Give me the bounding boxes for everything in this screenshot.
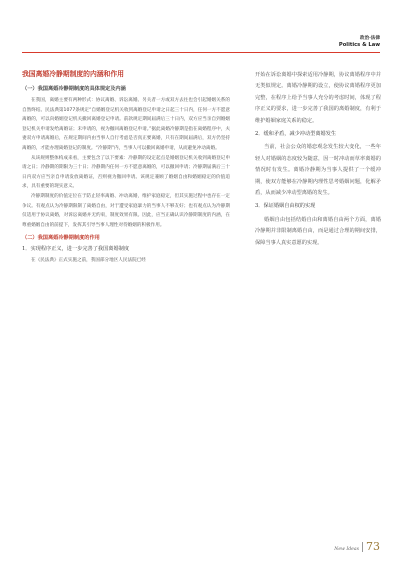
header-divider — [22, 52, 380, 53]
paragraph: 在我国，离婚主要有两种形式：协议离婚、诉讼离婚。另关者一方或双方去往也会引起婚姻关系的自然终结。民法典第1077条规定“自婚姻登记机关收到离婚登记申请之日起三十日内，任何一方不愿意离婚的，可以向婚姻登记机关撤回离婚登记申请。前款规定期间届满后三十日内，双方应当亲自到婚姻登记机关申请发给离婚证；未申请的，视为撤回离婚登记申请。”据此离婚冷静期是指在离婚程序中，夫妻双方申请离婚后，在规定期间内由当事人自行考虑是否真正要离婚，只有在期间届满后，双方仍坚持离婚的，才能办理离婚登记的制度。“冷静期”内，当事人可以撤回离婚申请，从而避免冲动离婚。 — [22, 98, 230, 151]
subsection-heading-2: 2．缓和矛盾，减少冲动型离婚发生 — [255, 131, 337, 138]
left-column — [22, 70, 230, 538]
section-heading-1: （一）我国离婚冷静期制度的具体规定及内涵 — [22, 86, 126, 92]
magazine-name: New Ideas — [334, 547, 359, 552]
page-number: 73 — [366, 540, 380, 553]
paragraph: 从该规则整体构成来看，主要包含了以下要素：冷静期的设定起点是婚姻登记机关收到离婚登记申请之日；冷静期的期限为三十日；冷静期内任何一方不愿意离婚的，可以撤回申请；冷静期届满后三十日内双方应当亲自申请发放离婚证，否则视为撤回申请。该规定兼顾了婚姻自由和婚姻稳定的价值追求，具有重要的现实意义。 — [22, 155, 230, 190]
section-header — [339, 36, 380, 49]
right-column — [255, 70, 381, 538]
paragraph: 冷静期制度的价值定位在于防止轻率离婚、冲动离婚，维护家庭稳定，但其实施过程中也存在一定争议。有观点认为冷静期限制了离婚自由，对于遭受家庭暴力的当事人不够友好；也有观点认为冷静期仅适用于协议离婚，对诉讼离婚并无约束，制度效果有限。因此，应当正确认识冷静期制度的内涵，在尊重婚姻自由的前提下，发挥其引导当事人理性对待婚姻的积极作用。 — [22, 193, 230, 228]
section-label-cn: 政治·法律 — [359, 36, 380, 41]
paragraph: 开始在诉讼离婚中探索适用冷静期，协议离婚程序中并无类似规定。离婚冷静期的设立，使协议离婚程序更加完整，在程序上给予当事人充分的考虑时间，体现了程序正义的要求，进一步完善了我国的离婚制度，有利于维护婚姻家庭关系的稳定。 — [255, 72, 381, 124]
article-title: 我国离婚冷静期制度的内涵和作用 — [22, 70, 124, 78]
subsection-heading-1: 1．实现程序正义，进一步完善了我国离婚制度 — [22, 246, 130, 253]
section-heading-2: （二）我国离婚冷静期制度的作用 — [22, 235, 100, 242]
page-footer — [334, 541, 380, 552]
footer-divider — [362, 542, 363, 552]
section-label-en: Politics & Law — [338, 42, 380, 48]
paragraph: 当前，社会公众的婚恋观念发生较大变化，一些年轻人对婚姻的态度较为随意，因一时冲动而草率离婚的情况时有发生。离婚冷静期为当事人提供了一个缓冲期，使双方能够在冷静期内理性思考婚姻问题，化解矛盾，从而减少冲动型离婚的发生。 — [255, 144, 381, 197]
paragraph: 婚姻自由包括结婚自由和离婚自由两个方面，离婚冷静期并非限制离婚自由，而是通过合理的期间安排，保障当事人真实意愿的实现。 — [255, 216, 381, 246]
paragraph: 在《民法典》正式实施之前，我国部分地区人民法院已经 — [31, 258, 146, 264]
subsection-heading-3: 3．保证婚姻自由权的实现 — [255, 203, 316, 210]
